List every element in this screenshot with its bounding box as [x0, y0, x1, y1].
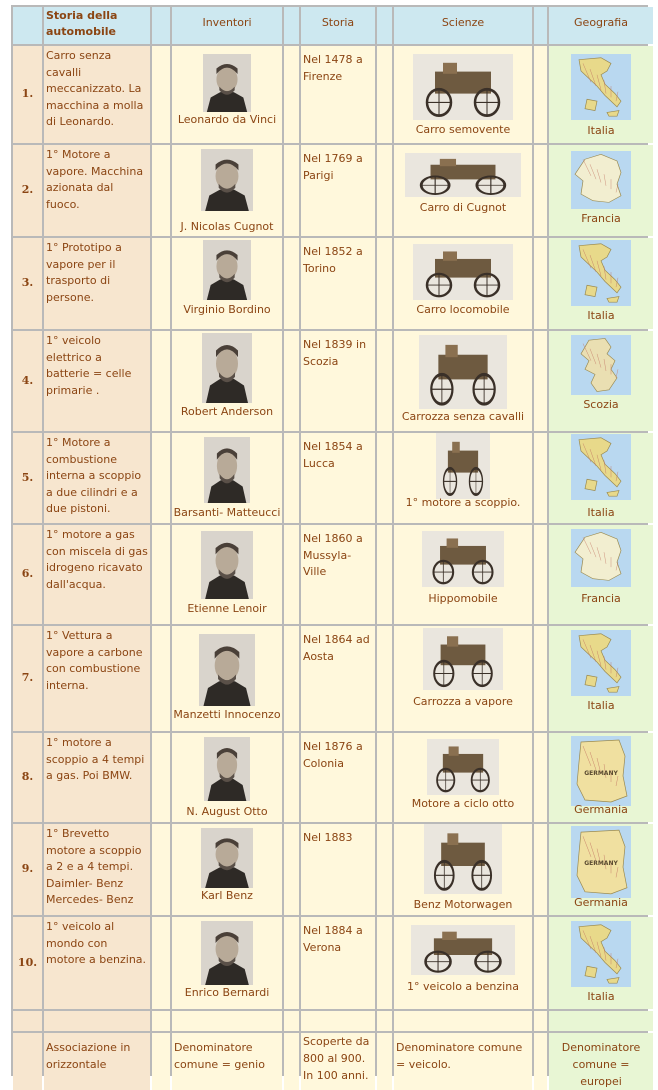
spacer-cell — [534, 733, 547, 822]
inventor-portrait — [201, 828, 253, 888]
row-number-label: 4. — [21, 373, 34, 387]
country-name: Italia — [587, 309, 615, 322]
row-number — [13, 238, 42, 329]
inventor-name: Karl Benz — [201, 889, 253, 902]
footer-history-text: Scoperte da 800 al 900. In 100 anni. — [303, 1035, 370, 1082]
science-cell — [394, 824, 532, 915]
spacer-cell — [377, 46, 392, 143]
germany-map — [571, 736, 631, 806]
spacer-cell — [284, 626, 299, 731]
france-map — [571, 151, 631, 209]
italy-map — [571, 921, 631, 987]
science-caption: Carrozza a vapore — [413, 695, 513, 708]
spacer-cell — [284, 525, 299, 624]
geography-cell — [549, 525, 653, 624]
row-number-label: 9. — [21, 862, 34, 876]
vehicle-photo — [413, 244, 513, 300]
inventor-name: J. Nicolas Cugnot — [180, 220, 274, 233]
inventor-portrait — [201, 531, 253, 599]
history-text: Nel 1854 a Lucca — [303, 440, 363, 470]
spacer-cell — [152, 433, 170, 523]
history-cell — [301, 626, 375, 731]
inventor-cell — [172, 525, 282, 624]
history-text: Nel 1839 in Scozia — [303, 338, 367, 368]
description-text: 1° motore a gas con miscela di gas idrogeno ricavato dall'acqua. — [46, 528, 148, 591]
country-name: Italia — [587, 990, 615, 1003]
row-description — [44, 824, 150, 915]
science-cell — [394, 46, 532, 143]
science-cell — [394, 733, 532, 822]
history-text: Nel 1860 a Mussyla-Ville — [303, 532, 363, 578]
inventor-portrait — [199, 634, 255, 706]
row-number — [13, 145, 42, 236]
spacer-cell — [152, 46, 170, 143]
vehicle-photo — [422, 531, 504, 587]
header-spacer — [284, 7, 299, 44]
empty-row-cell — [394, 1011, 532, 1031]
italy-map — [571, 434, 631, 500]
row-number — [13, 433, 42, 523]
header-spacer — [377, 7, 392, 44]
science-caption: Carro di Cugnot — [419, 201, 507, 214]
spacer-cell — [377, 626, 392, 731]
row-number-label: 6. — [21, 567, 34, 581]
italy-map — [571, 54, 631, 120]
inventor-portrait — [204, 437, 250, 503]
inventor-cell — [172, 733, 282, 822]
science-caption: Motore a ciclo otto — [411, 797, 515, 810]
country-name: Italia — [587, 699, 615, 712]
row-number — [13, 626, 42, 731]
history-text: Nel 1884 a Verona — [303, 924, 363, 954]
spacer-cell — [377, 733, 392, 822]
spacer-cell — [377, 433, 392, 523]
footer-number — [13, 1033, 42, 1090]
spacer-cell — [284, 433, 299, 523]
footer-description-text: Associazione in orizzontale — [46, 1041, 131, 1071]
spacer-cell — [152, 917, 170, 1009]
description-text: 1° Brevetto motore a scoppio a 2 e a 4 tempi. Daimler- Benz Mercedes- Benz — [46, 827, 142, 906]
country-name: Francia — [581, 592, 621, 605]
spacer-cell — [152, 331, 170, 431]
inventor-name: Etienne Lenoir — [187, 602, 267, 615]
description-text: 1° Prototipo a vapore per il trasporto di persone. — [46, 241, 122, 304]
spacer-cell — [152, 238, 170, 329]
spacer-cell — [284, 733, 299, 822]
description-text: 1° Vettura a vapore a carbone con combustione interna. — [46, 629, 143, 692]
history-text: Nel 1769 a Parigi — [303, 152, 363, 182]
vehicle-photo — [423, 628, 503, 690]
spacer-cell — [377, 917, 392, 1009]
description-text: 1° veicolo al mondo con motore a benzina. — [46, 920, 147, 966]
germany-map-label: GERMANY — [584, 860, 618, 867]
empty-row-cell — [13, 1011, 42, 1031]
vehicle-photo — [413, 54, 513, 120]
spacer-cell — [534, 1033, 547, 1090]
inventor-cell — [172, 331, 282, 431]
spacer-cell — [534, 238, 547, 329]
inventor-name: Virginio Bordino — [183, 303, 271, 316]
spacer-cell — [534, 824, 547, 915]
history-cell — [301, 46, 375, 143]
spacer-cell — [534, 433, 547, 523]
spacer-cell — [534, 46, 547, 143]
description-text: 1° motore a scoppio a 4 tempi a gas. Poi BMW. — [46, 736, 145, 782]
inventor-name: Manzetti Innocenzo — [173, 708, 281, 721]
vehicle-photo — [427, 739, 499, 795]
spacer-cell — [377, 145, 392, 236]
vehicle-photo — [411, 925, 515, 975]
history-cell — [301, 917, 375, 1009]
description-text: 1° Motore a vapore. Macchina azionata dal fuoco. — [46, 148, 144, 211]
spacer-cell — [152, 626, 170, 731]
vehicle-photo — [424, 824, 502, 894]
inventor-name: Barsanti- Matteucci — [173, 506, 281, 519]
footer-geography-text: Denominatore comune = europei — [561, 1041, 641, 1088]
description-text: 1° Motore a combustione interna a scoppio a due cilindri e a due pistoni. — [46, 436, 142, 515]
inventor-name: Enrico Bernardi — [184, 986, 270, 999]
spacer-cell — [377, 331, 392, 431]
spacer-cell — [152, 824, 170, 915]
country-name: Italia — [587, 124, 615, 137]
inventor-cell — [172, 145, 282, 236]
inventor-portrait — [204, 737, 250, 801]
row-number-label: 1. — [21, 87, 34, 101]
row-description — [44, 525, 150, 624]
row-description — [44, 733, 150, 822]
spacer-cell — [377, 1033, 392, 1090]
country-name: Scozia — [583, 398, 619, 411]
inventor-name: Robert Anderson — [180, 405, 274, 418]
geography-cell — [549, 917, 653, 1009]
empty-row-cell — [301, 1011, 375, 1031]
spacer-cell — [152, 525, 170, 624]
history-cell — [301, 238, 375, 329]
footer-inventors-text: Denominatore comune = genio — [174, 1041, 265, 1071]
history-cell — [301, 824, 375, 915]
row-number — [13, 917, 42, 1009]
italy-map — [571, 630, 631, 696]
geography-cell — [549, 331, 653, 431]
description-text: Carro senza cavalli meccanizzato. La macchina a molla di Leonardo. — [46, 49, 144, 128]
inventor-cell — [172, 46, 282, 143]
footer-sciences — [394, 1033, 532, 1090]
history-cell — [301, 145, 375, 236]
history-cell — [301, 433, 375, 523]
science-cell — [394, 238, 532, 329]
science-cell — [394, 626, 532, 731]
spacer-cell — [284, 331, 299, 431]
geography-cell — [549, 824, 653, 915]
spacer-cell — [284, 917, 299, 1009]
science-caption: Hippomobile — [428, 592, 498, 605]
science-cell — [394, 145, 532, 236]
history-cell — [301, 525, 375, 624]
empty-row-cell — [152, 1011, 170, 1031]
geography-cell — [549, 46, 653, 143]
header-history: Storia — [301, 7, 375, 44]
row-number — [13, 824, 42, 915]
science-cell — [394, 433, 532, 523]
spacer-cell — [284, 824, 299, 915]
inventor-cell — [172, 433, 282, 523]
science-caption: Benz Motorwagen — [413, 898, 513, 911]
row-description — [44, 238, 150, 329]
history-cell — [301, 331, 375, 431]
spacer-cell — [534, 626, 547, 731]
science-caption: Carrozza senza cavalli — [401, 410, 525, 423]
row-number — [13, 46, 42, 143]
row-description — [44, 917, 150, 1009]
spacer-cell — [284, 46, 299, 143]
inventor-cell — [172, 917, 282, 1009]
description-text: 1° veicolo elettrico a batterie = celle primarie . — [46, 334, 132, 397]
germany-map-label: GERMANY — [584, 770, 618, 777]
header-corner — [13, 7, 42, 44]
scotland-map — [571, 335, 631, 395]
science-cell — [394, 525, 532, 624]
inventor-portrait — [202, 333, 252, 403]
header-title: Storia della automobile — [44, 7, 150, 44]
row-number-label: 2. — [21, 183, 34, 197]
inventor-name: N. August Otto — [186, 805, 268, 818]
automobile-history-table — [11, 5, 648, 1088]
row-number-label: 10. — [17, 955, 38, 969]
row-number-label: 3. — [21, 276, 34, 290]
country-name: Italia — [587, 506, 615, 519]
row-number — [13, 733, 42, 822]
history-text: Nel 1883 — [303, 831, 353, 844]
row-number — [13, 525, 42, 624]
history-text: Nel 1478 a Firenze — [303, 53, 363, 83]
row-number-label: 5. — [21, 470, 34, 484]
row-description — [44, 331, 150, 431]
empty-row-cell — [549, 1011, 653, 1031]
spacer-cell — [152, 145, 170, 236]
inventor-cell — [172, 238, 282, 329]
history-text: Nel 1864 ad Aosta — [303, 633, 370, 663]
row-number — [13, 331, 42, 431]
footer-inventors — [172, 1033, 282, 1090]
geography-cell — [549, 733, 653, 822]
spacer-cell — [284, 1033, 299, 1090]
spacer-cell — [377, 238, 392, 329]
science-caption: 1° veicolo a benzina — [407, 980, 519, 993]
country-name: Francia — [581, 212, 621, 225]
science-cell — [394, 917, 532, 1009]
empty-row-cell — [172, 1011, 282, 1031]
footer-sciences-text: Denominatore comune = veicolo. — [396, 1041, 523, 1071]
inventor-portrait — [201, 149, 253, 211]
footer-description — [44, 1033, 150, 1090]
vehicle-photo — [419, 335, 507, 409]
inventor-portrait — [203, 54, 251, 112]
empty-row-cell — [534, 1011, 547, 1031]
spacer-cell — [377, 525, 392, 624]
header-sciences: Scienze — [394, 7, 532, 44]
history-text: Nel 1852 a Torino — [303, 245, 363, 275]
header-geography: Geografia — [549, 7, 653, 44]
row-number-label: 8. — [21, 770, 34, 784]
france-map — [571, 529, 631, 587]
science-caption: Carro locomobile — [416, 303, 510, 316]
geography-cell — [549, 238, 653, 329]
row-description — [44, 46, 150, 143]
inventor-cell — [172, 626, 282, 731]
header-spacer — [534, 7, 547, 44]
header-inventors: Inventori — [172, 7, 282, 44]
vehicle-photo — [436, 433, 490, 499]
empty-row-cell — [377, 1011, 392, 1031]
spacer-cell — [534, 145, 547, 236]
country-name: Germania — [574, 896, 628, 909]
spacer-cell — [534, 331, 547, 431]
germany-map — [571, 826, 631, 898]
spacer-cell — [534, 917, 547, 1009]
vehicle-photo — [405, 153, 521, 197]
spacer-cell — [284, 238, 299, 329]
spacer-cell — [152, 1033, 170, 1090]
geography-cell — [549, 433, 653, 523]
row-description — [44, 433, 150, 523]
science-cell — [394, 331, 532, 431]
science-caption: 1° motore a scoppio. — [405, 496, 521, 509]
row-description — [44, 145, 150, 236]
history-cell — [301, 733, 375, 822]
empty-row-cell — [284, 1011, 299, 1031]
science-caption: Carro semovente — [415, 123, 511, 136]
empty-row-cell — [44, 1011, 150, 1031]
inventor-portrait — [203, 240, 251, 300]
row-number-label: 7. — [21, 671, 34, 685]
country-name: Germania — [574, 803, 628, 816]
inventor-portrait — [201, 921, 253, 985]
spacer-cell — [377, 824, 392, 915]
footer-history — [301, 1033, 375, 1090]
footer-geography — [549, 1033, 653, 1090]
inventor-name: Leonardo da Vinci — [177, 113, 277, 126]
spacer-cell — [534, 525, 547, 624]
geography-cell — [549, 145, 653, 236]
history-text: Nel 1876 a Colonia — [303, 740, 363, 770]
row-description — [44, 626, 150, 731]
header-spacer — [152, 7, 170, 44]
italy-map — [571, 240, 631, 306]
spacer-cell — [152, 733, 170, 822]
inventor-cell — [172, 824, 282, 915]
spacer-cell — [284, 145, 299, 236]
geography-cell — [549, 626, 653, 731]
